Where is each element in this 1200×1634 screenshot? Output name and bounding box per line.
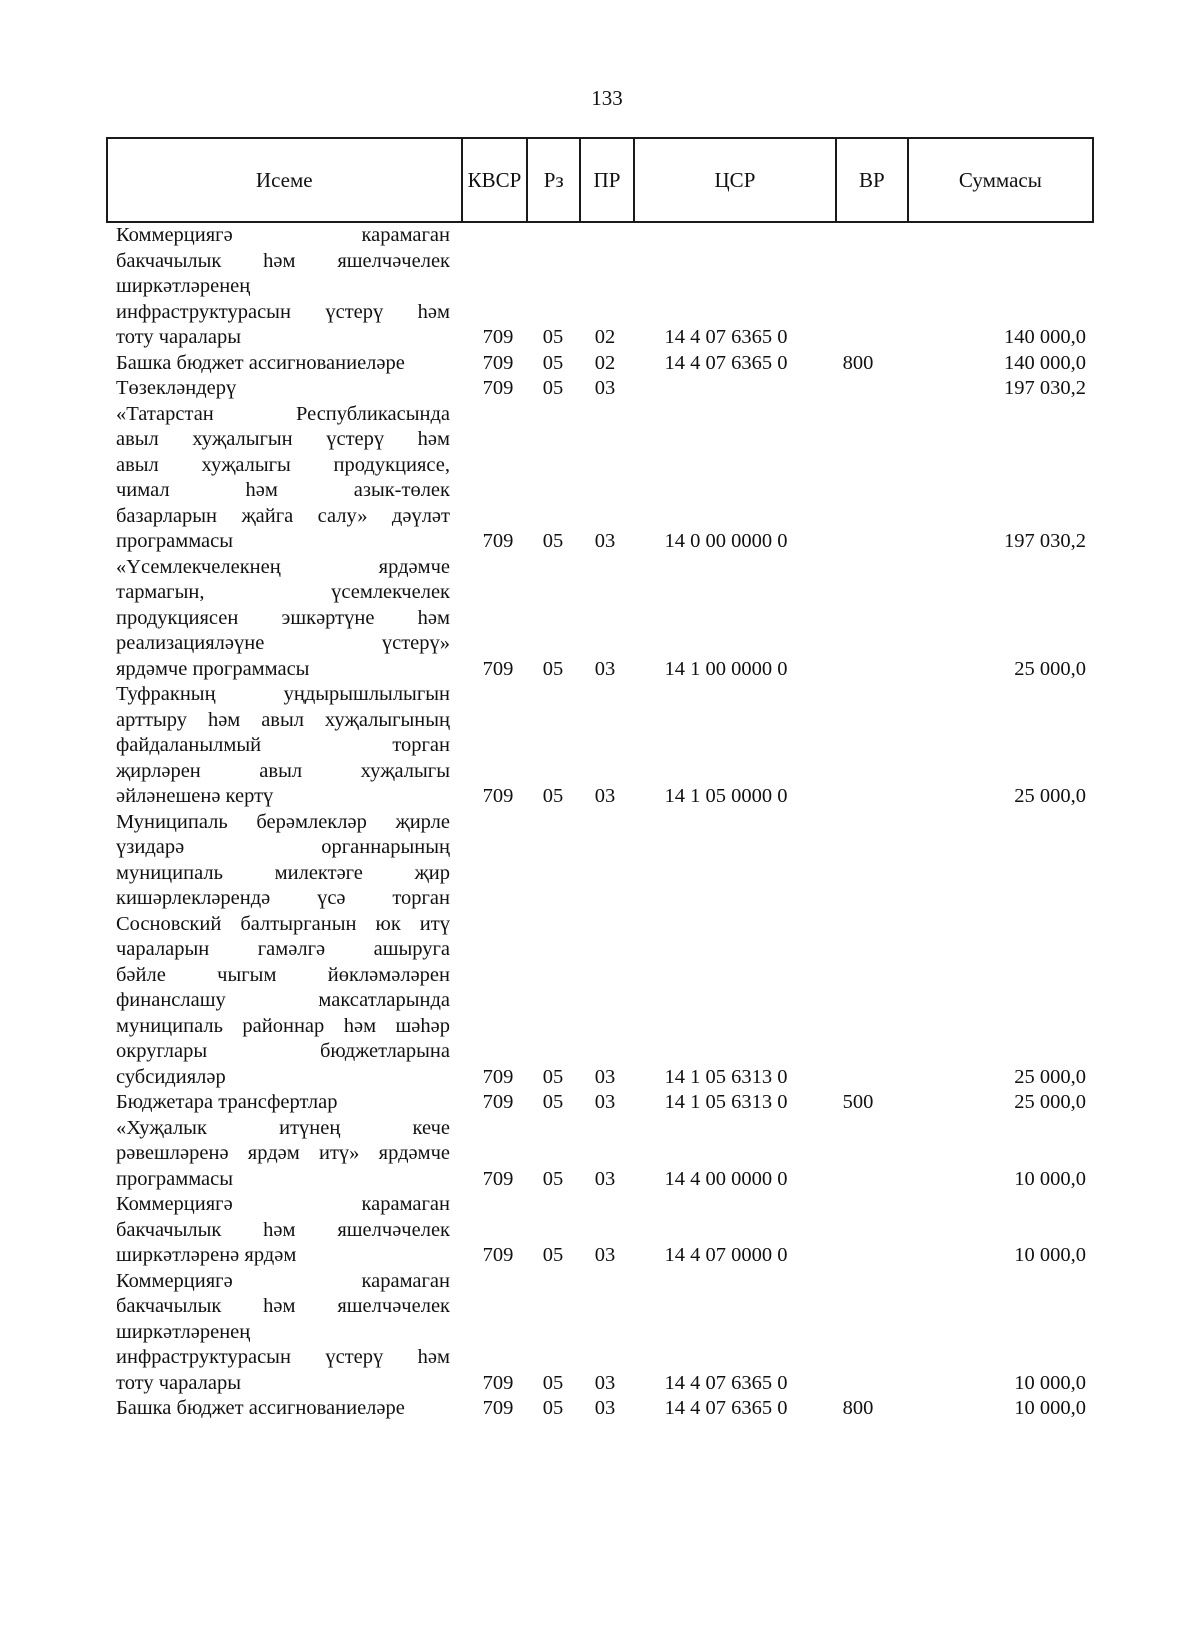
row-kvsr: 709 (482, 1065, 514, 1088)
row-name-line: реализацияләүне үстерү» (116, 632, 450, 654)
row-name-line: базарларын җайга салу» дәүләт (116, 504, 450, 527)
row-pr: 03 (594, 1244, 616, 1266)
row-sum: 10 000,0 (1014, 1397, 1086, 1419)
row-name-line: продукциясен эшкәртүне һәм (116, 606, 450, 629)
row-name-line: җирләрен авыл хуҗалыгы (116, 759, 450, 782)
row-pr: 03 (594, 1371, 616, 1394)
row-name-line: программасы (116, 530, 234, 552)
row-vr: 800 (842, 351, 874, 374)
row-name-line: «Татарстан Республикасында (116, 402, 450, 425)
row-name-line: бакчачылык һәм яшелчәчелек (116, 249, 450, 272)
row-name-line: ширкәтләренең (116, 1320, 251, 1343)
row-sum: 140 000,0 (1004, 351, 1086, 374)
row-name-line: бакчачылык һәм яшелчәчелек (116, 1295, 450, 1317)
row-pr: 03 (594, 1167, 616, 1190)
row-name-line: муниципаль районнар һәм шәһәр (116, 1014, 450, 1037)
row-vr: 800 (842, 1397, 874, 1419)
row-rz: 05 (542, 1371, 564, 1394)
row-name-line: «Хуҗалык итүнең кече (116, 1116, 450, 1139)
row-name-line: чимал һәм азык-төлек (116, 479, 450, 501)
row-csr: 14 1 00 0000 0 (664, 657, 788, 680)
row-rz: 05 (542, 377, 564, 399)
row-sum: 25 000,0 (1014, 785, 1086, 807)
row-csr: 14 4 00 0000 0 (664, 1167, 788, 1190)
row-kvsr: 709 (482, 1091, 514, 1113)
row-name-line: Сосновский балтырганын юк итү (116, 912, 450, 935)
row-name (116, 810, 450, 1091)
row-sum: 197 030,2 (1004, 377, 1086, 399)
header-csr: ЦСР (633, 139, 835, 221)
table-row (116, 1116, 1086, 1193)
row-pr: 03 (594, 785, 616, 807)
row-name (116, 682, 450, 810)
row-name-line: «Үсемлекчелекнең ярдәмче (116, 555, 450, 578)
row-pr: 03 (594, 1397, 616, 1419)
row-name-line: финанслашу максатларында (116, 989, 450, 1011)
table-row (116, 1192, 1086, 1269)
row-name-line: ширкәтләренә ярдәм (116, 1244, 297, 1266)
table-row (116, 555, 1086, 683)
header-pr: ПР (579, 139, 633, 221)
row-rz: 05 (542, 351, 564, 374)
row-sum: 25 000,0 (1014, 657, 1086, 680)
table-row (116, 810, 1086, 1091)
row-csr: 14 4 07 6365 0 (664, 351, 788, 374)
table-row (116, 351, 1086, 377)
row-name-line: округлары бюджетларына (116, 1040, 450, 1062)
header-name: Исеме (255, 167, 313, 192)
row-kvsr: 709 (482, 1371, 514, 1394)
row-csr: 14 4 07 6365 0 (664, 1371, 788, 1394)
row-name-line: әйләнешенә кертү (116, 785, 274, 807)
header-rz: Рз (526, 139, 579, 221)
header-kvsr: КВСР (461, 139, 527, 221)
row-kvsr: 709 (482, 1244, 514, 1266)
row-name (116, 402, 450, 555)
row-name-line: муниципаль милектәге җир (116, 861, 450, 884)
row-sum: 10 000,0 (1014, 1244, 1086, 1266)
row-rz: 05 (542, 1091, 564, 1113)
row-name (116, 376, 450, 402)
row-sum: 10 000,0 (1014, 1371, 1086, 1394)
row-pr: 03 (594, 377, 616, 399)
header-vr: ВР (835, 139, 907, 221)
table-body (116, 223, 1086, 1422)
page-number: 133 (591, 86, 623, 110)
row-csr: 14 4 07 0000 0 (664, 1244, 788, 1266)
row-vr: 500 (842, 1091, 874, 1113)
row-name-line: инфраструктурасын үстерү һәм (116, 300, 450, 323)
row-name-line: рәвешләренә ярдәм итү» ярдәмче (116, 1142, 450, 1164)
row-name-line: ярдәмче программасы (116, 657, 310, 680)
row-csr: 14 1 05 6313 0 (664, 1065, 788, 1088)
row-sum: 197 030,2 (1004, 530, 1086, 552)
row-name-line: Башка бюджет ассигнованиеләре (116, 351, 405, 374)
row-name-line: чараларын гамәлгә ашыруга (116, 938, 450, 960)
row-rz: 05 (542, 1397, 564, 1419)
row-name-line: инфраструктурасын үстерү һәм (116, 1346, 450, 1368)
row-rz: 05 (542, 530, 564, 552)
table-row (116, 223, 1086, 351)
row-name-line: тармагын, үсемлекчелек (116, 581, 450, 603)
row-name-line: Муниципаль берәмлекләр җирле (116, 810, 450, 833)
row-kvsr: 709 (482, 377, 514, 399)
row-name-line: арттыру һәм авыл хуҗалыгының (116, 708, 450, 731)
row-name-line: бәйле чыгым йөкләмәләрен (116, 963, 450, 986)
table-row (116, 376, 1086, 402)
row-csr: 14 4 07 6365 0 (664, 326, 788, 348)
row-csr: 14 1 05 6313 0 (664, 1091, 788, 1113)
row-rz: 05 (542, 326, 564, 348)
row-csr: 14 1 05 0000 0 (664, 785, 788, 807)
row-name-line: Коммерциягә карамаган (116, 1269, 450, 1292)
row-kvsr: 709 (482, 530, 514, 552)
row-kvsr: 709 (482, 1397, 514, 1419)
row-name-line: Төзекләндерү (116, 377, 237, 399)
row-kvsr: 709 (482, 657, 514, 680)
table-row (116, 682, 1086, 810)
row-pr: 02 (594, 326, 616, 348)
row-pr: 02 (594, 351, 616, 374)
row-sum: 25 000,0 (1014, 1065, 1086, 1088)
row-sum: 25 000,0 (1014, 1091, 1086, 1113)
row-name-line: Бюджетара трансфертлар (116, 1091, 338, 1113)
table-row (116, 402, 1086, 555)
row-name-line: файдаланылмый торган (116, 734, 450, 756)
row-sum: 10 000,0 (1014, 1167, 1086, 1190)
row-name-line: Туфракның уңдырышлылыгын (116, 683, 450, 705)
table-header (106, 137, 1094, 223)
row-kvsr: 709 (482, 1167, 514, 1190)
header-sum: Суммасы (907, 139, 1092, 221)
row-rz: 05 (542, 1167, 564, 1190)
row-name-line: кишәрлекләрендә үсә торган (116, 887, 450, 909)
row-name (116, 1192, 450, 1269)
row-rz: 05 (542, 657, 564, 680)
table-row (116, 1396, 1086, 1422)
row-name (116, 351, 450, 377)
row-rz: 05 (542, 1244, 564, 1266)
row-name-line: үзидарә органнарының (116, 836, 450, 858)
row-pr: 03 (594, 1091, 616, 1113)
row-name (116, 1090, 450, 1116)
row-kvsr: 709 (482, 785, 514, 807)
table-row (116, 1090, 1086, 1116)
row-name-line: Коммерциягә карамаган (116, 1193, 450, 1215)
row-name (116, 1116, 450, 1193)
row-name-line: тоту чаралары (116, 1371, 242, 1394)
row-name (116, 555, 450, 683)
row-pr: 03 (594, 1065, 616, 1088)
row-pr: 03 (594, 657, 616, 680)
row-name-line: программасы (116, 1167, 234, 1190)
row-name (116, 1269, 450, 1397)
row-name (116, 1396, 450, 1422)
row-name-line: Коммерциягә карамаган (116, 224, 450, 246)
row-name-line: ширкәтләренең (116, 275, 251, 297)
row-sum: 140 000,0 (1004, 326, 1086, 348)
row-name-line: субсидияләр (116, 1065, 226, 1088)
row-name (116, 223, 450, 351)
row-csr: 14 0 00 0000 0 (664, 530, 788, 552)
row-name-line: авыл хуҗалыгын үстерү һәм (116, 428, 450, 450)
row-name-line: Башка бюджет ассигнованиеләре (116, 1397, 405, 1419)
row-kvsr: 709 (482, 326, 514, 348)
row-csr: 14 4 07 6365 0 (664, 1397, 788, 1419)
row-rz: 05 (542, 785, 564, 807)
row-kvsr: 709 (482, 351, 514, 374)
row-name-line: тоту чаралары (116, 326, 242, 348)
row-name-line: бакчачылык һәм яшелчәчелек (116, 1218, 450, 1241)
row-name-line: авыл хуҗалыгы продукциясе, (116, 453, 450, 476)
table-row (116, 1269, 1086, 1397)
row-pr: 03 (594, 530, 616, 552)
row-rz: 05 (542, 1065, 564, 1088)
